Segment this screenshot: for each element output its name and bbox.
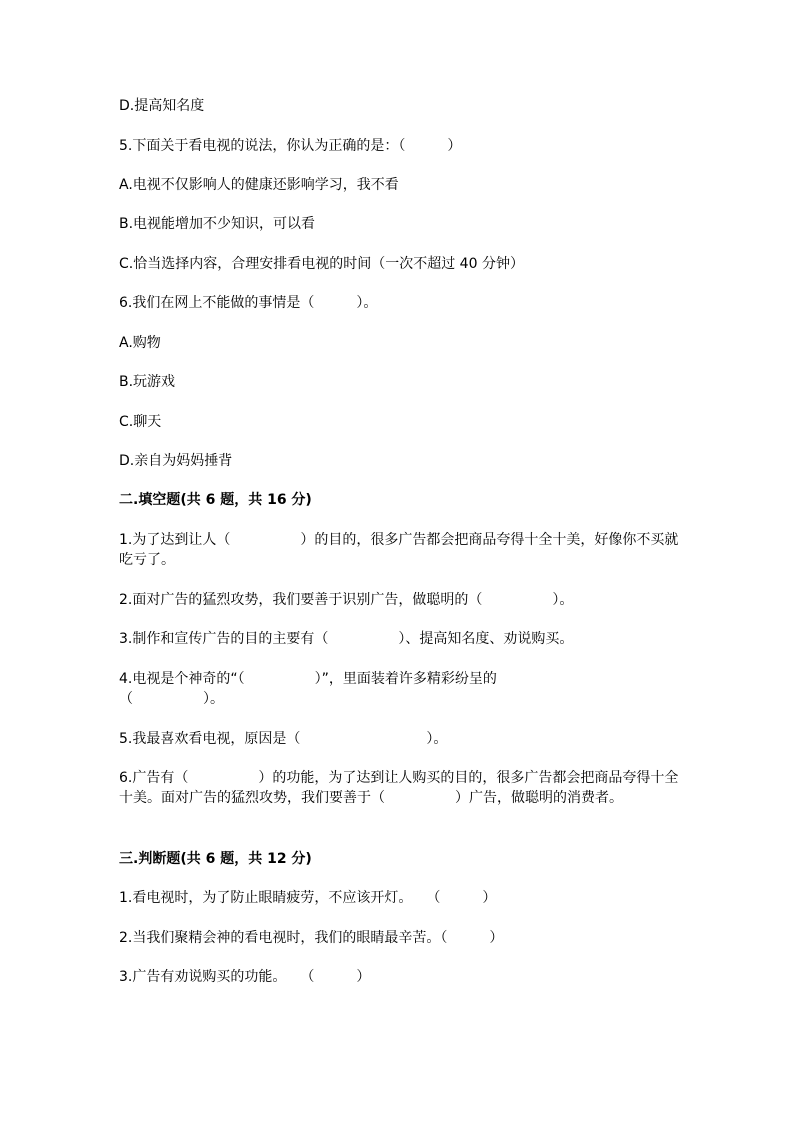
q5-option-a: A.电视不仅影响人的健康还影响学习，我不看 [119,177,399,193]
fill-q1: 1.为了达到让人（ ）的目的，很多广告都会把商品夸得十全十美，好像你不买就吃亏了。 [119,532,679,568]
fill-q2: 2.面对广告的猛烈攻势，我们要善于识别广告，做聪明的（ ）。 [119,592,574,608]
q6-option-c: C.聊天 [119,414,162,430]
q6-option-d: D.亲自为妈妈捶背 [119,453,233,469]
q6-question: 6.我们在网上不能做的事情是（ ）。 [119,295,378,311]
fill-q6: 6.广告有（ ）的功能，为了达到让人购买的目的，很多广告都会把商品夸得十全十美。面对广告的猛烈攻势，我们要善于（ ）广告，做聪明的消费者。 [119,770,679,806]
judge-q3: 3.广告有劝说购买的功能。 （ ） [119,969,371,985]
fill-q3: 3.制作和宣传广告的目的主要有（ ）、提高知名度、劝说购买。 [119,631,574,647]
q5-question: 5.下面关于看电视的说法，你认为正确的是：（ ） [119,138,462,154]
q6-option-b: B.玩游戏 [119,374,176,390]
q5-option-c: C.恰当选择内容，合理安排看电视的时间（一次不超过 40 分钟） [119,256,524,272]
q5-option-b: B.电视能增加不少知识，可以看 [119,216,316,232]
section-heading-true-false: 三.判断题(共 6 题，共 12 分) [119,851,312,867]
judge-q1: 1.看电视时，为了防止眼睛疲劳，不应该开灯。 （ ） [119,890,497,906]
fill-q4-line1: 4.电视是个神奇的“（ ）”，里面装着许多精彩纷呈的 [119,671,497,687]
q4-option-d: D.提高知名度 [119,98,205,114]
q6-option-a: A.购物 [119,335,161,351]
judge-q2: 2.当我们聚精会神的看电视时，我们的眼睛最辛苦。（ ） [119,930,504,946]
fill-q4-line2: （ ）。 [119,691,224,707]
fill-q5: 5.我最喜欢看电视，原因是（ ）。 [119,731,448,747]
section-heading-fill-in: 二.填空题(共 6 题，共 16 分) [119,492,312,508]
